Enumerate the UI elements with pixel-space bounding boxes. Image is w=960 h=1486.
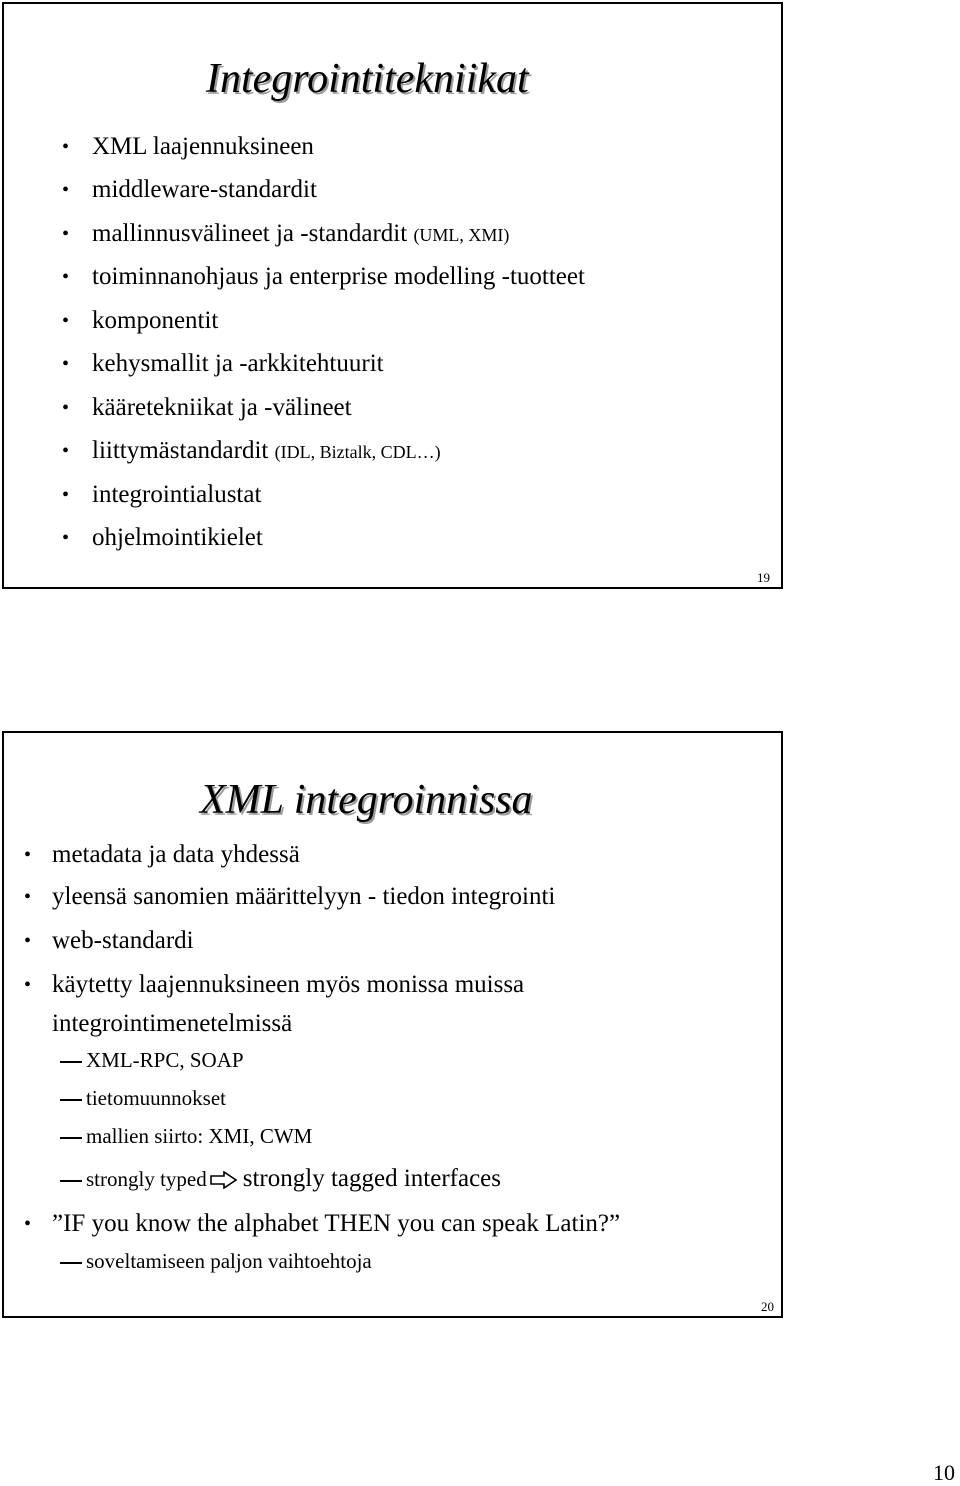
list-item: web-standardi — [52, 927, 194, 954]
bullet-icon: • — [62, 527, 70, 549]
hollow-arrow-icon — [209, 1171, 239, 1189]
bullet-icon: • — [24, 886, 32, 908]
list-item: toiminnanohjaus ja enterprise modelling -tuotteet — [92, 263, 585, 290]
slide-number: 20 — [761, 1299, 774, 1314]
bullet-icon: • — [62, 484, 70, 506]
bullet-icon: • — [24, 974, 32, 996]
list-item-note: (IDL, Biztalk, CDL…) — [274, 442, 441, 462]
sub-item: mallien siirto: XMI, CWM — [86, 1124, 313, 1148]
slide-number: 19 — [757, 570, 770, 585]
list-item: komponentit — [92, 307, 219, 334]
bullet-icon: • — [62, 136, 70, 158]
sub-item: tietomuunnokset — [86, 1086, 226, 1110]
list-item: liittymästandardit (IDL, Biztalk, CDL…) — [92, 437, 441, 464]
list-item: XML laajennuksineen — [92, 133, 314, 160]
list-item-continuation: integrointimenetelmissä — [52, 1010, 293, 1037]
list-item: mallinnusvälineet ja -standardit (UML, XMI) — [92, 220, 510, 247]
list-item: middleware-standardit — [92, 176, 317, 203]
list-item-note: (UML, XMI) — [413, 225, 510, 245]
sub-item: soveltamiseen paljon vaihtoehtoja — [86, 1249, 372, 1273]
dash-icon — [60, 1262, 82, 1264]
dash-icon — [60, 1099, 82, 1101]
list-item: ”IF you know the alphabet THEN you can speak Latin?” — [52, 1210, 621, 1237]
list-item: kääretekniikat ja -välineet — [92, 394, 352, 421]
bullet-icon: • — [24, 844, 32, 866]
sub-item — [86, 1166, 501, 1191]
list-item: kehysmallit ja -arkkitehtuurit — [92, 350, 384, 377]
list-item: integrointialustat — [92, 481, 262, 508]
bullet-icon: • — [62, 440, 70, 462]
slide2-title: XML integroinnissa — [200, 777, 533, 823]
dash-icon — [60, 1180, 82, 1182]
sub-item-part: strongly typed — [86, 1167, 207, 1191]
bullet-icon: • — [62, 397, 70, 419]
bullet-icon: • — [24, 930, 32, 952]
sub-item-part: strongly tagged interfaces — [242, 1165, 501, 1192]
bullet-icon: • — [62, 266, 70, 288]
dash-icon — [60, 1061, 82, 1063]
bullet-icon: • — [62, 179, 70, 201]
bullet-icon: • — [24, 1213, 32, 1235]
bullet-icon: • — [62, 353, 70, 375]
page-number: 10 — [933, 1460, 955, 1485]
slide1-title: Integrointitekniikat — [206, 56, 529, 102]
list-item: metadata ja data yhdessä — [52, 841, 300, 868]
dash-icon — [60, 1137, 82, 1139]
list-item: ohjelmointikielet — [92, 524, 263, 551]
bullet-icon: • — [62, 223, 70, 245]
list-item: yleensä sanomien määrittelyyn - tiedon integrointi — [52, 883, 556, 910]
bullet-icon: • — [62, 310, 70, 332]
sub-item: XML-RPC, SOAP — [86, 1048, 244, 1072]
list-item: käytetty laajennuksineen myös monissa muissa — [52, 971, 525, 998]
